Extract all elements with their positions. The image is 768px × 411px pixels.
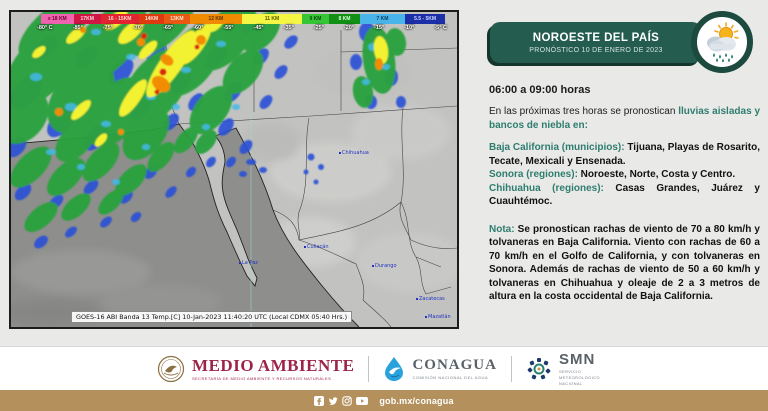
city-label: Culiacán <box>304 244 328 250</box>
region-text: Casas Grandes, Juárez y Cuauhtémoc. <box>489 182 760 207</box>
note-paragraph <box>489 223 760 304</box>
scale-segment: 16 - 15KM <box>101 14 139 24</box>
mexico-seal-icon <box>157 355 185 383</box>
intro-highlight: lluvias aisladas y bancos de niebla en: <box>489 106 761 131</box>
facebook-icon[interactable] <box>314 396 324 406</box>
smn-wordmark: SMN <box>558 350 596 368</box>
satellite-image <box>11 12 457 327</box>
region-banner <box>490 22 702 63</box>
time-range: 06:00 a 09:00 horas <box>489 84 591 96</box>
smn-spiral-icon <box>526 356 552 382</box>
scale-segment: 8 KM <box>329 14 360 24</box>
city-label: Zacatecas <box>416 296 445 302</box>
scale-segment: 5.5 - 5KM <box>405 14 445 24</box>
footer-divider <box>511 356 512 382</box>
social-icons <box>314 396 368 406</box>
scale-segment: 14KM <box>139 14 164 24</box>
region-text: Noroeste, Norte, Costa y Centro. <box>577 169 736 180</box>
scale-segment: 17KM <box>74 14 101 24</box>
twitter-icon[interactable] <box>328 396 338 406</box>
footer-bar <box>0 390 768 411</box>
temp-label: -35° <box>283 25 294 31</box>
temperature-scale <box>37 25 447 31</box>
footer-logos <box>0 346 768 391</box>
sun-cloud-rain-icon <box>691 11 753 73</box>
intro-paragraph <box>489 105 760 132</box>
temp-label: -10° <box>404 25 415 31</box>
regions-list <box>489 141 760 209</box>
conagua-subtitle: COMISIÓN NACIONAL DEL AGUA <box>412 375 489 380</box>
semarnat-subtitle: SECRETARÍA DE MEDIO AMBIENTE Y RECURSOS NATURALES <box>192 376 332 381</box>
temp-label: -5° C <box>434 25 447 31</box>
smn-subtitle: SERVICIO METEOROLÓGICO NACIONAL <box>558 368 600 386</box>
temp-label: -85° <box>72 25 83 31</box>
city-label: Chihuahua <box>339 150 369 156</box>
scale-segment: 13KM <box>164 14 189 24</box>
semarnat-wordmark: MEDIO AMBIENTE <box>192 356 355 375</box>
forecast-panel <box>489 84 760 304</box>
conagua-logo <box>383 356 497 382</box>
temp-label: -55° <box>223 25 234 31</box>
gob-mx-url[interactable]: gob.mx/conagua <box>379 395 454 406</box>
instagram-icon[interactable] <box>342 396 352 406</box>
scale-segment: 7 KM <box>360 14 405 24</box>
scale-segment: 12 KM <box>190 14 243 24</box>
footer-divider <box>368 356 369 382</box>
map-caption: GOES-16 ABI Banda 13 Temp.[C] 10-Jan-2023 11:40:20 UTC (Local CDMX 05:40 Hrs.) <box>71 311 352 323</box>
temp-label: -25° <box>313 25 324 31</box>
cloud-height-scale <box>41 14 445 24</box>
smn-logo <box>526 352 611 387</box>
scale-segment: 9 KM <box>302 14 329 24</box>
region-lead: Baja California (municipios): <box>489 142 625 153</box>
city-label: Mazatlán <box>425 314 451 320</box>
temp-label: -15° <box>374 25 385 31</box>
note-text: Se pronostican rachas de viento de 70 a 80 km/h y tolvaneras en Baja California. Viento con rachas de 60 a 70 km/h en el Golfo de California, y con tolvaneras en Sonora. Además de rachas de viento de 50 a 60 km/h y tolvaneras en Chihuahua y oleaje de 2 a 3 metros de altura en la costa occidental de Baja California. <box>489 223 760 302</box>
youtube-icon[interactable] <box>356 396 368 406</box>
temp-label: -80° C <box>37 25 53 31</box>
conagua-wordmark: CONAGUA <box>412 357 497 373</box>
temp-label: -65° <box>163 25 174 31</box>
note-lead: Nota: <box>489 223 515 235</box>
temp-label: -20° <box>343 25 355 31</box>
city-label: La Paz <box>239 260 258 266</box>
banner-subtitle: PRONÓSTICO 10 DE ENERO DE 2023 <box>529 46 663 54</box>
water-drop-icon <box>383 356 405 382</box>
scale-segment: 11 KM <box>242 14 302 24</box>
city-label: Durango <box>372 263 397 269</box>
temp-label: -45° <box>253 25 264 31</box>
region-lead: Sonora (regiones): <box>489 169 578 180</box>
satellite-map <box>9 10 459 329</box>
banner-title: NOROESTE DEL PAÍS <box>532 31 660 44</box>
intro-plain: En las próximas tres horas se pronostican <box>489 106 679 117</box>
temp-label: -60° <box>193 25 204 31</box>
temp-label: -70° <box>132 25 144 31</box>
semarnat-logo <box>157 355 354 383</box>
region-lead: Chihuahua (regiones): <box>489 182 604 194</box>
temp-label: -75° <box>102 25 113 31</box>
scale-segment: ≥ 18 KM <box>41 14 74 24</box>
region-text: Tijuana, Playas de Rosarito, Tecate, Mexicali y Ensenada. <box>489 142 760 167</box>
